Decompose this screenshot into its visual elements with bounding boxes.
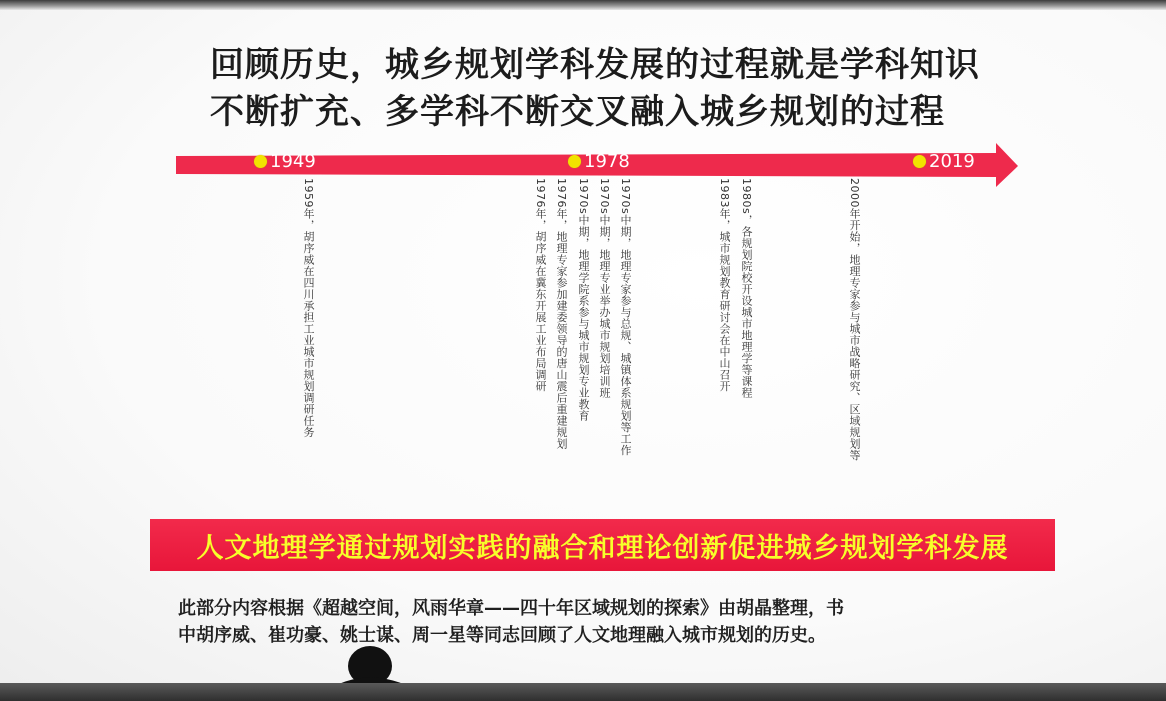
event-1983: 1983年，城市规划教育研讨会在中山召开 — [718, 178, 731, 392]
presentation-slide — [0, 10, 1166, 683]
title-line-1: 回顾历史，城乡规划学科发展的过程就是学科知识 — [210, 45, 980, 85]
presenter-head-silhouette — [336, 640, 416, 685]
screen-bottom-edge — [0, 683, 1166, 701]
note-line-1: 此部分内容根据《超越空间，风雨华章——四十年区域规划的探索》由胡晶整理，书 — [178, 598, 844, 619]
event-1976-tangshan: 1976年，地理专家参加建委领导的唐山震后重建规划 — [555, 178, 568, 450]
timeline-events — [0, 10, 1166, 683]
title-line-2: 不断扩充、多学科不断交叉融入城乡规划的过程 — [210, 92, 945, 132]
event-1959: 1959年，胡序威在四川承担工业城市规划调研任务 — [302, 178, 315, 438]
event-1970s-education: 1970s中期，地理学院系参与城市规划专业教育 — [577, 178, 590, 422]
event-1970s-planning: 1970s中期，地理专家参与总规、城镇体系规划等工作 — [619, 178, 632, 456]
highlight-banner — [150, 519, 1055, 571]
event-1976-jidong: 1976年，胡序威在冀东开展工业布局调研 — [534, 178, 547, 392]
event-2000: 2000年开始，地理专家参与城市战略研究、区域规划等 — [848, 178, 861, 461]
note-line-2: 中胡序威、崔功豪、姚士谋、周一星等同志回顾了人文地理融入城市规划的历史。 — [178, 625, 826, 646]
event-1970s-training: 1970s中期，地理专业举办城市规划培训班 — [598, 178, 611, 399]
event-1980s: 1980s，各规划院校开设城市地理学等课程 — [740, 178, 753, 399]
year-label: 2019 — [929, 150, 975, 172]
year-label: 1978 — [584, 150, 630, 172]
screen-top-edge — [0, 0, 1166, 10]
year-label: 1949 — [270, 150, 316, 172]
banner-text: 人文地理学通过规划实践的融合和理论创新促进城乡规划学科发展 — [196, 532, 1009, 564]
source-note — [178, 595, 1018, 649]
